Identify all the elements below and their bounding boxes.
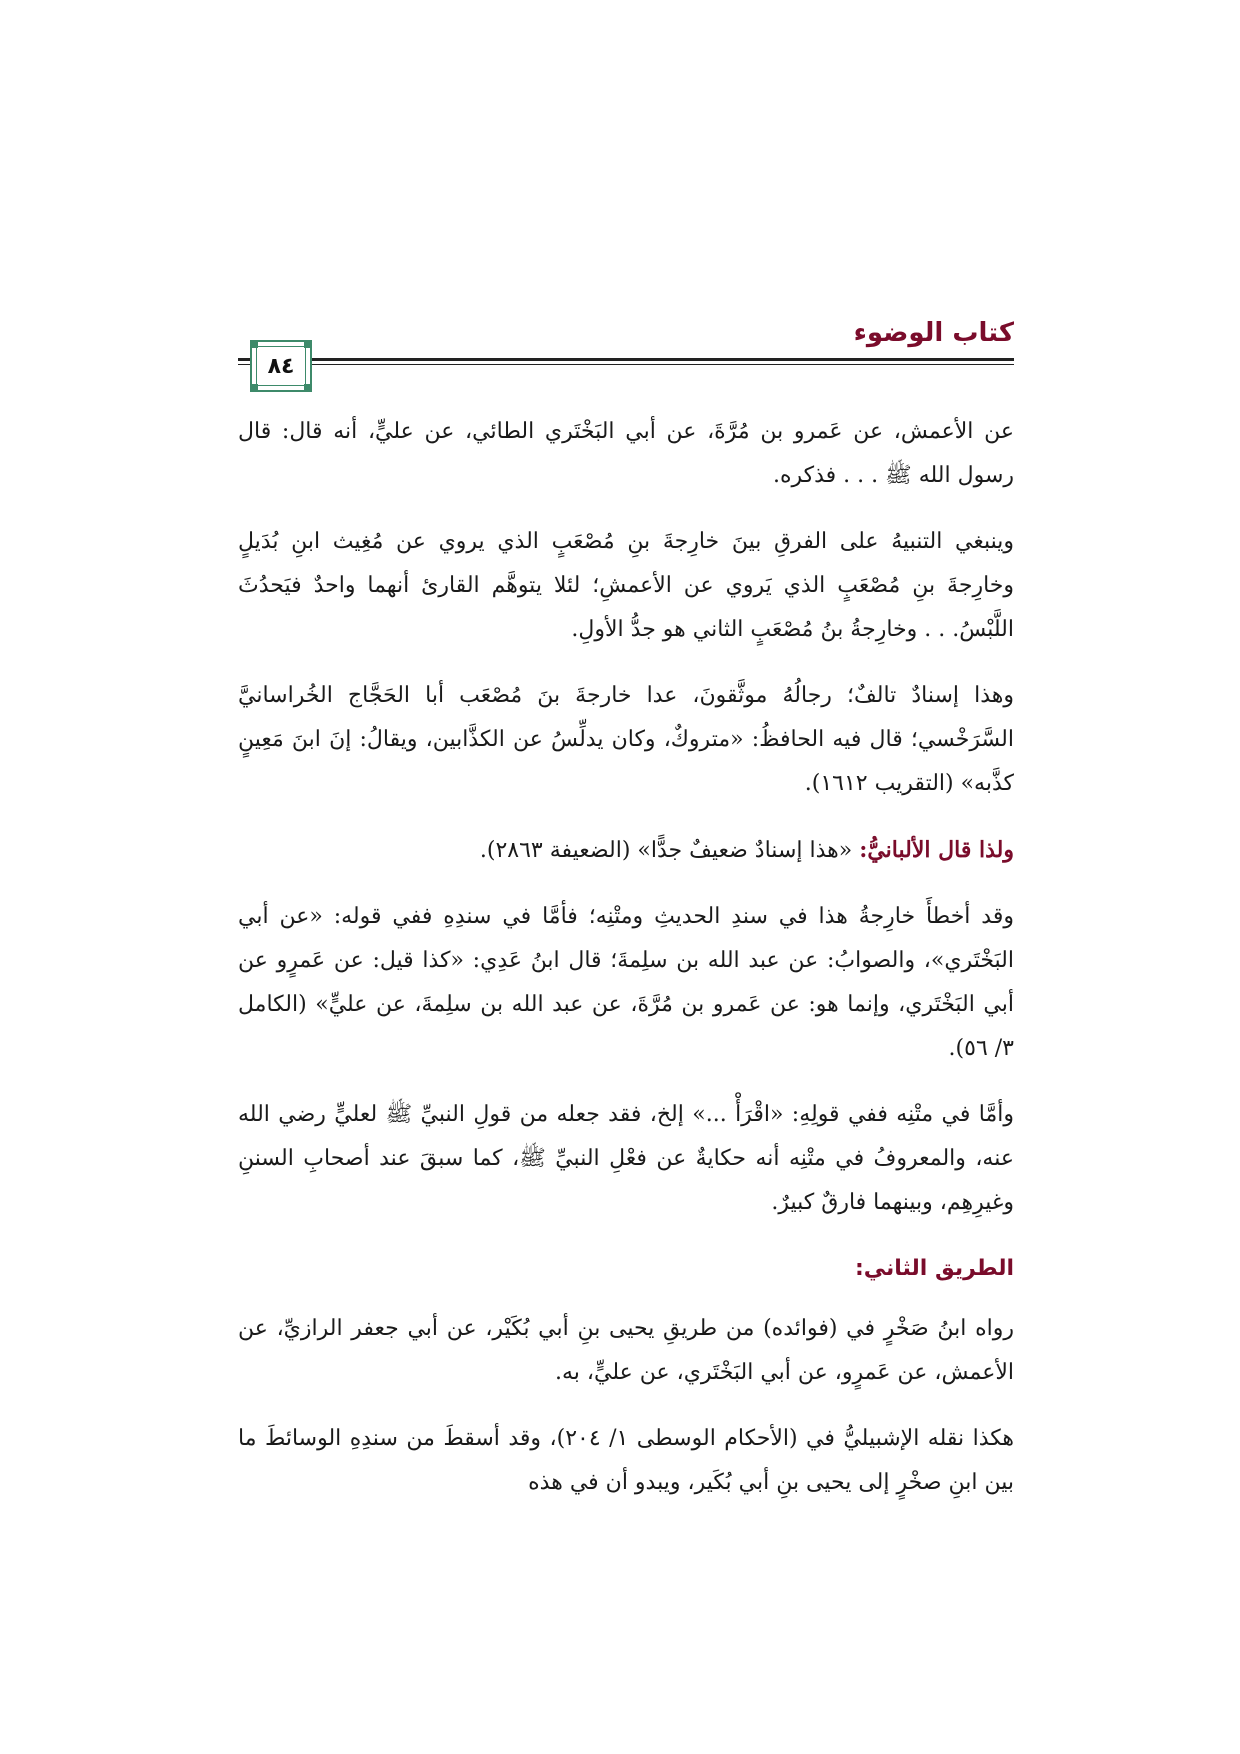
page-number: ٨٤ bbox=[256, 346, 306, 386]
paragraph-1: عن الأعمش، عن عَمرو بن مُرَّةَ، عن أبي البَخْتَري الطائي، عن عليٍّ، أنه قال: قال رسول الله ﷺ . . . فذكره. bbox=[238, 419, 1014, 488]
albani-quote: «هذا إسنادٌ ضعيفٌ جدًّا» (الضعيفة ٢٨٦٣). bbox=[479, 838, 853, 863]
paragraph-3: وهذا إسنادٌ تالفٌ؛ رجالُهُ موثَّقونَ، عدا خارجةَ بنَ مُصْعَب أبا الحَجَّاج الخُراسانيَّ السَّرَخْسي؛ قال فيه الحافظُ: «متروكٌ، وكان يدلِّسُ عن الكذَّابين، ويقالُ: إنَ ابنَ مَعِينٍ كذَّبه» (التقريب ١٦١٢). bbox=[238, 683, 1014, 796]
page-header bbox=[238, 300, 1014, 410]
paragraph-4 bbox=[238, 828, 1014, 873]
page bbox=[238, 300, 1014, 1527]
header-rule-thin bbox=[238, 364, 1014, 365]
section-title: الطريق الثاني: bbox=[854, 1256, 1014, 1281]
paragraph-5: وقد أخطأَ خارِجةُ هذا في سندِ الحديثِ ومتْنِه؛ فأمَّا في سندِهِ ففي قوله: «عن أبي البَخْتَري»، والصوابُ: عن عبد الله بن سلِمةَ؛ قال ابنُ عَدِي: «كذا قيل: عن عَمرٍو عن أبي البَخْتَري، وإنما هو: عن عَمرو بن مُرَّةَ، عن عبد الله بن سلِمةَ، عن عليٍّ» (الكامل ٣/ ٥٦). bbox=[238, 904, 1014, 1061]
book-title: كتاب الوضوء bbox=[853, 318, 1014, 348]
page-number-frame bbox=[250, 340, 312, 392]
paragraph-8: هكذا نقله الإشبيليُّ في (الأحكام الوسطى ١/ ٢٠٤)، وقد أسقطَ من سندِهِ الوسائطَ ما بين ابنِ صخْرٍ إلى يحيى بنِ أبي بُكَير، ويبدو أن في هذه bbox=[238, 1426, 1014, 1495]
paragraph-7: رواه ابنُ صَخْرٍ في (فوائده) من طريقِ يحيى بنِ أبي بُكَيْر، عن أبي جعفر الرازيِّ، عن الأعمش، عن عَمرٍو، عن أبي البَخْتَري، عن عليٍّ، به. bbox=[238, 1316, 1014, 1385]
main-text bbox=[238, 410, 1014, 1505]
albani-lead-in: ولذا قال الألبانيُّ: bbox=[859, 837, 1014, 863]
paragraph-2: وينبغي التنبيهُ على الفرقِ بينَ خارِجةَ بنِ مُصْعَبٍ الذي يروي عن مُغِيث ابنِ بُدَيلٍ وخارِجةَ بنِ مُصْعَبٍ الذي يَروي عن الأعمشِ؛ لئلا يتوهَّم القارئ أنهما واحدٌ فيَحدُثَ اللَّبْسُ. . . وخارِجةُ بنُ مُصْعَبٍ الثاني هو جدُّ الأولِ. bbox=[238, 529, 1014, 642]
paragraph-6: وأمَّا في متْنِه ففي قولِهِ: «اقْرَأْ ...» إلخ، فقد جعله من قولِ النبيِّ ﷺ لعليٍّ رضي الله عنه، والمعروفُ في متْنِه أنه حكايةٌ عن فعْلِ النبيِّ ﷺ، كما سبقَ عند أصحابِ السننِ وغيرِهِم، وبينهما فارقٌ كبيرٌ. bbox=[238, 1102, 1014, 1215]
header-rule-thick bbox=[238, 358, 1014, 361]
